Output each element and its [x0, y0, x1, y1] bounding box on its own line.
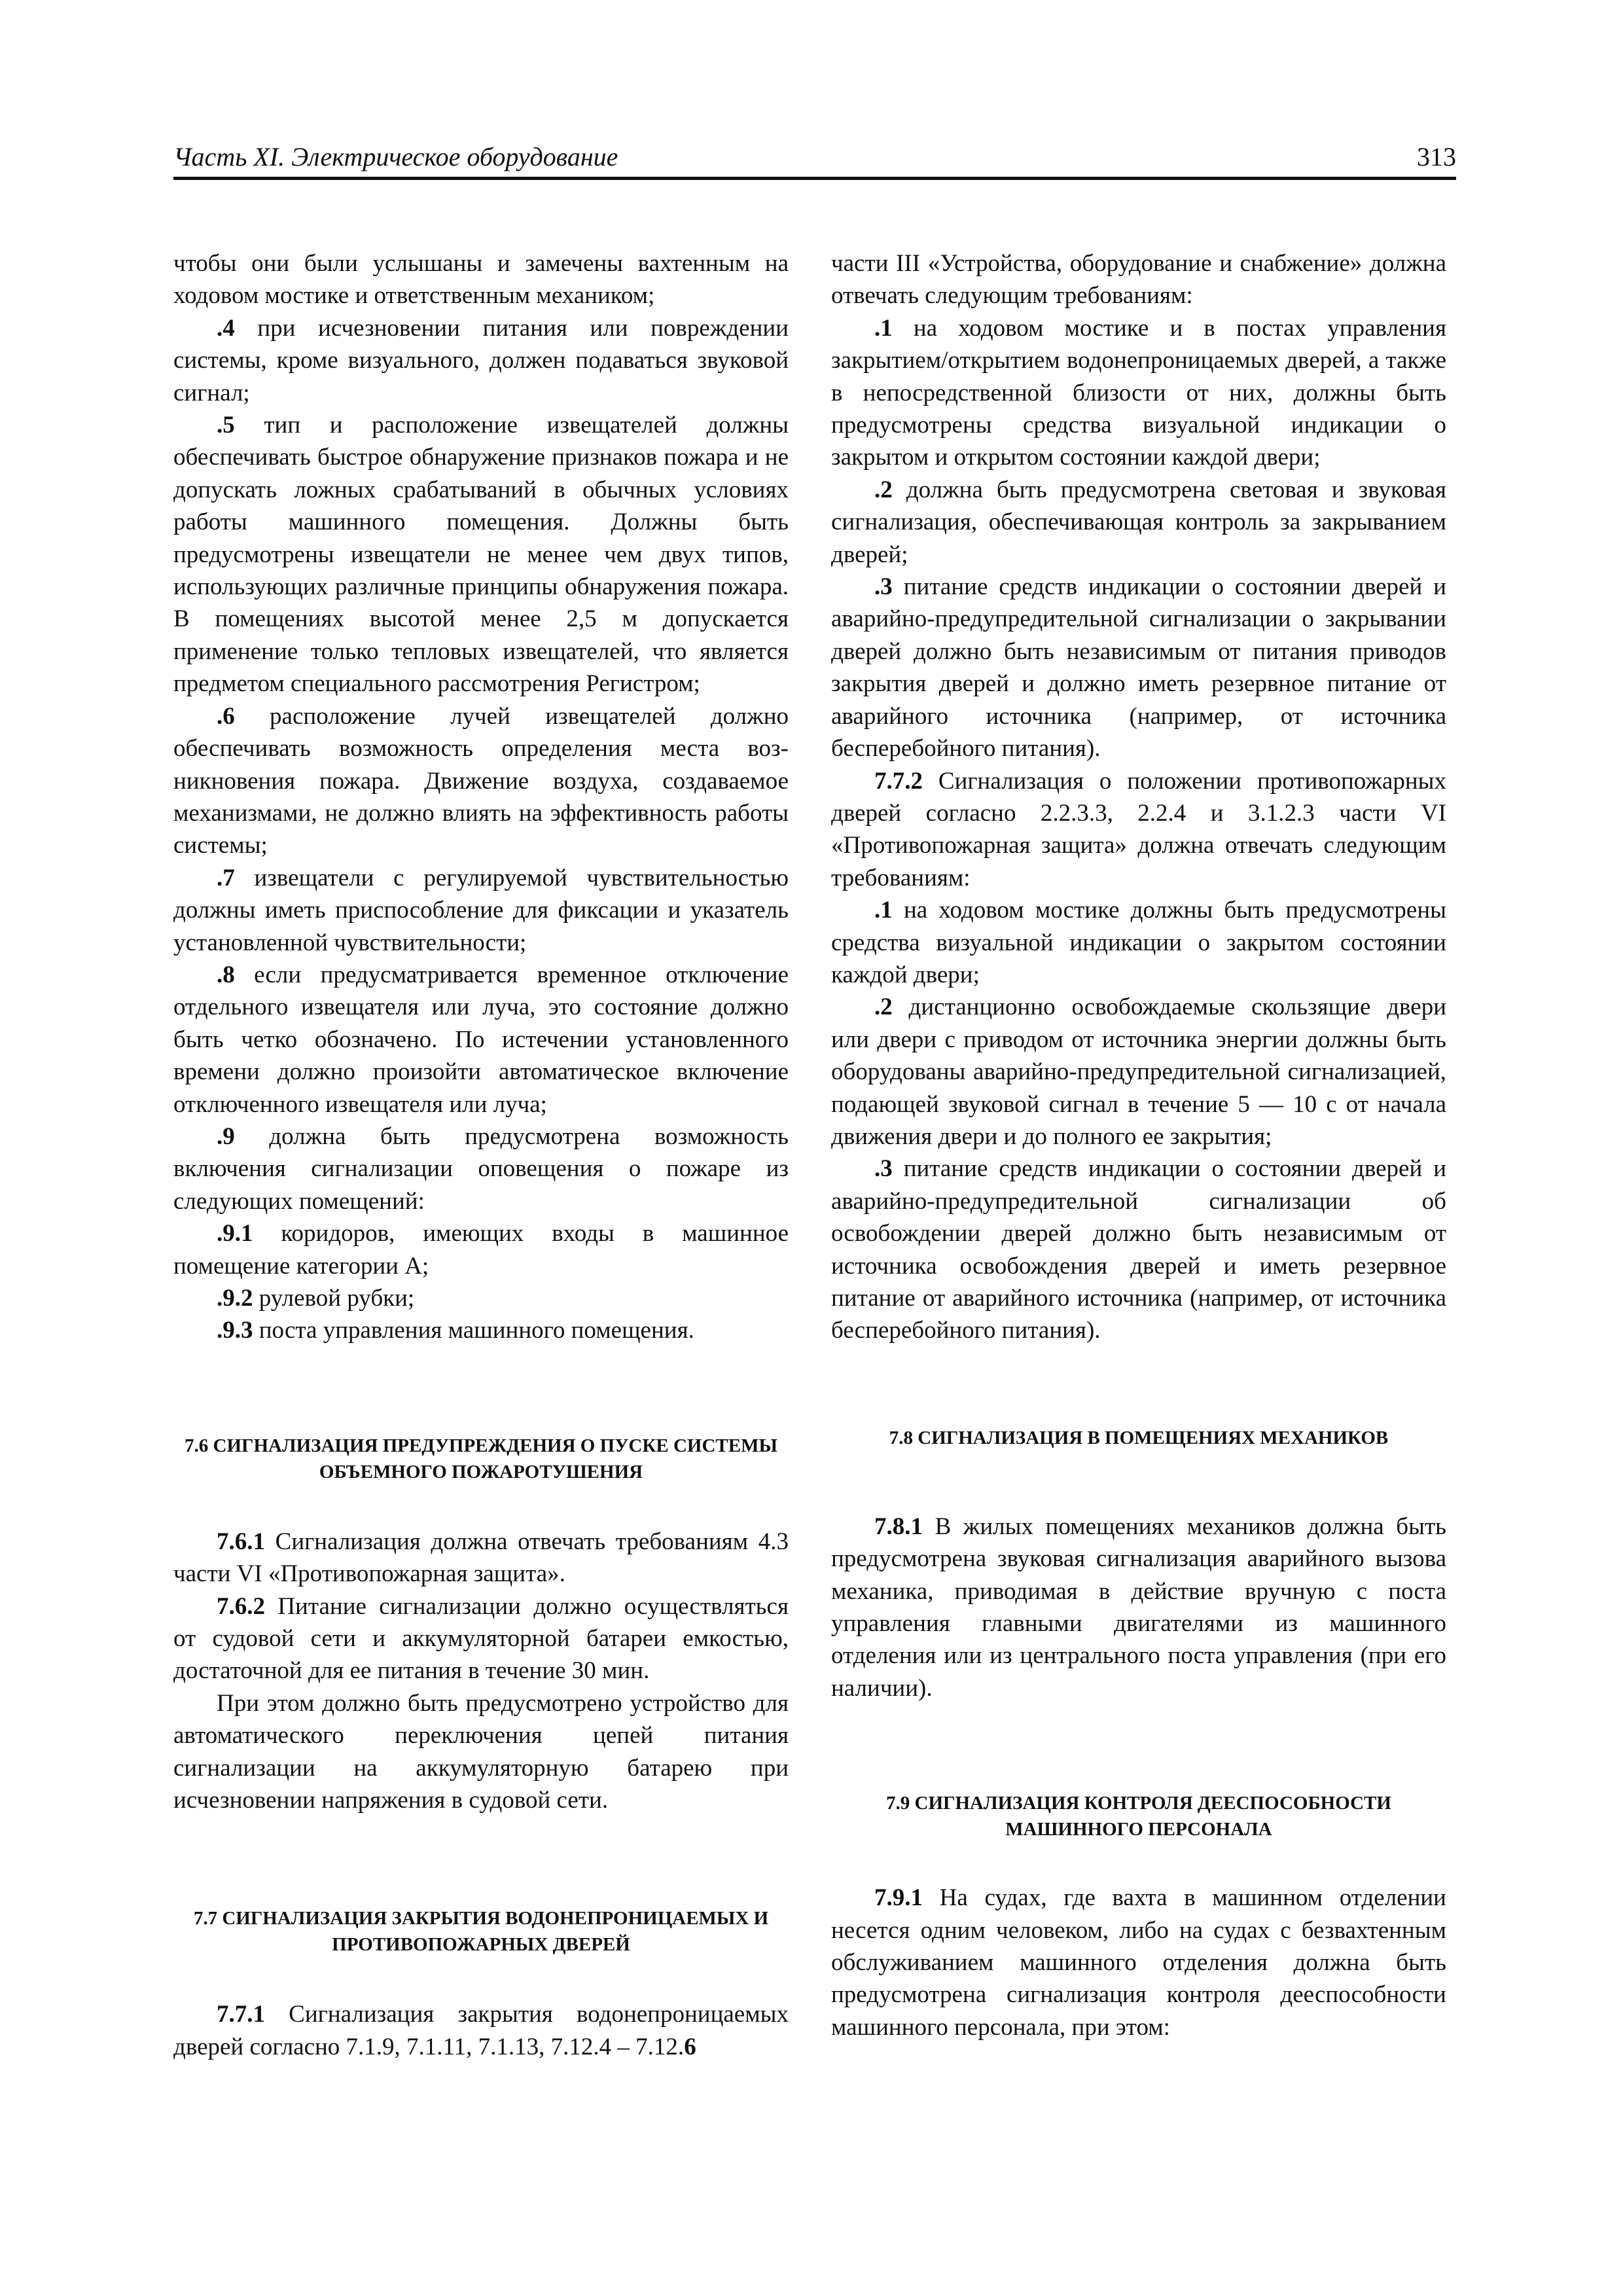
page-number: 313	[1417, 142, 1456, 171]
item-number: .3	[874, 573, 893, 601]
item-number: .1	[874, 314, 893, 342]
item-text: рулевой рубки;	[253, 1285, 415, 1312]
item-text: На судах, где вахта в машинном отделении несется одним человеком, либо на судах с безвахтенным обслуживанием машинного отделения должна быть предусмотрена сигнализация контроля дееспособности машинного персонала, при этом:	[831, 1884, 1446, 2041]
item-text: должна быть предусмотрена возможность включения сигнализации оповещения о пожаре из следующих помещений:	[173, 1122, 789, 1215]
paragraph	[173, 1121, 789, 1217]
running-header	[173, 137, 1456, 180]
item-number: 7.6.2	[217, 1592, 265, 1620]
paragraph	[173, 1314, 789, 1346]
item-number: 7.7.1	[217, 2001, 265, 2028]
item-number-tail: 6	[684, 2033, 696, 2060]
item-text: на ходовом мостике и в постах управления закрытием/открытием водонепроницаемых дверей, а также в непосредственной близости от них, должны быть предусмотрены средства визуальной индикации о закрытом и открытом состоянии каждой двери;	[831, 314, 1446, 471]
left-column	[173, 247, 789, 2063]
item-number: .3	[874, 1155, 893, 1183]
item-text: В жилых помещениях механиков должна быть предусмотрена звуковая сигнализация аварийного вызова механика, приводимая в действие вручную с поста управления главными двигателями из машинного отделения или из центрального поста управления (при его наличии).	[831, 1513, 1446, 1702]
item-text: поста управления машинного помещения.	[253, 1317, 694, 1344]
item-text: дистанционно освобождаемые скользящие двери или двери с приводом от источника энергии должны быть оборудованы аварийно-предупредительной сигнализацией, подающей звуковой сигнал в течение 5 — 10 с от начала движения двери и до полного ее закрытия;	[831, 994, 1446, 1150]
paragraph	[173, 409, 789, 700]
item-text: Сигнализация должна отвечать требованиям 4.3 части VI «Противопожарная защита».	[173, 1528, 789, 1588]
section-heading-7-6: 7.6 СИГНАЛИЗАЦИЯ ПРЕДУПРЕЖДЕНИЯ О ПУСКЕ СИСТЕМЫ ОБЪЕМНОГО ПОЖАРОТУШЕНИЯ	[185, 1435, 777, 1482]
paragraph	[173, 312, 789, 409]
item-text: коридоров, имеющих входы в машинное помещение категории А;	[173, 1220, 789, 1280]
item-number: .2	[874, 476, 893, 503]
item-number: .5	[217, 412, 235, 439]
paragraph	[831, 765, 1446, 895]
item-number: .9.3	[217, 1317, 253, 1344]
paragraph	[831, 1511, 1446, 1704]
section-heading-7-7: 7.7 СИГНАЛИЗАЦИЯ ЗАКРЫТИЯ ВОДОНЕПРОНИЦАЕМЫХ И ПРОТИВОПОЖАРНЫХ ДВЕРЕЙ	[193, 1908, 769, 1956]
item-number: .7	[217, 864, 235, 891]
item-number: .6	[217, 702, 235, 730]
item-number: .8	[217, 961, 235, 988]
item-number: 7.9.1	[874, 1884, 923, 1912]
item-number: .9.1	[217, 1220, 253, 1247]
section-heading-7-8: 7.8 СИГНАЛИЗАЦИЯ В ПОМЕЩЕНИЯХ МЕХАНИКОВ	[889, 1427, 1389, 1448]
paragraph	[831, 571, 1446, 764]
paragraph: При этом должно быть предусмотрено устройство для автоматического переключения цепей питания сигнализации на аккумуляторную батарею при исчезновении напряжения в судовой сети.	[173, 1689, 789, 1814]
item-number: .9	[217, 1122, 235, 1150]
item-text: если предусматривается временное отключение отдельного извещателя или луча, это состояние должно быть четко обозначено. По истечении установленного времени должно произойти автоматическое включение отключенного извещателя или луча;	[173, 961, 789, 1118]
item-number: 7.6.1	[217, 1528, 265, 1555]
item-text: Питание сигнализации должно осуществляться от судовой сети и аккумуляторной батареи емкостью, достаточной для ее питания в течение 30 мин.	[173, 1592, 789, 1685]
paragraph	[173, 862, 789, 959]
paragraph	[173, 959, 789, 1121]
item-text: расположение лучей извещателей должно обеспечивать возможность определения места возникновения пожара. Движение воздуха, создаваемое механизмами, не должно влиять на эффективность работы системы;	[173, 702, 789, 859]
paragraph	[173, 1217, 789, 1282]
right-column	[831, 247, 1446, 2043]
item-number: 7.8.1	[874, 1513, 923, 1540]
item-text: тип и расположение извещателей должны обеспечивать быстрое обнаружение признаков пожара и не допускать ложных срабатываний в обычных условиях работы машинного помещения. Должны быть предусмотрены извещатели не менее чем двух типов, использующих различные принципы обнаружения пожара. В помещениях высотой менее 2,5 м допускается применение только тепловых извещателей, что является предметом специального рассмотрения Регистром;	[173, 412, 789, 698]
paragraph	[831, 991, 1446, 1153]
item-number: .1	[874, 897, 893, 924]
paragraph	[831, 1882, 1446, 2043]
item-text: должна быть предусмотрена световая и звуковая сигнализация, обеспечивающая контроль за закрыванием дверей;	[831, 476, 1446, 568]
paragraph	[173, 1590, 789, 1687]
item-text: на ходовом мостике должны быть предусмотрены средства визуальной индикации о закрытом состоянии каждой двери;	[831, 897, 1446, 988]
chapter-title: Часть XI. Электрическое оборудование	[173, 142, 618, 171]
item-text: при исчезновении питания или повреждении системы, кроме визуального, должен подаваться звуковой сигнал;	[173, 314, 789, 406]
item-number: .2	[874, 994, 893, 1021]
paragraph	[831, 1153, 1446, 1346]
paragraph	[831, 312, 1446, 474]
item-number: .4	[217, 314, 235, 342]
paragraph-continuation: чтобы они были услышаны и замечены вахтенным на ходовом мостике и ответственным механиком;	[173, 250, 789, 310]
paragraph	[173, 700, 789, 862]
item-text: Сигнализация о положении противопожарных дверей согласно 2.2.3.3, 2.2.4 и 3.1.2.3 части VI «Противопожарная защита» должна отвечать следующим требованиям:	[831, 767, 1446, 891]
item-text: питание средств индикации о состоянии дверей и аварийно-предупредительной сигнализации об освобождении дверей должно быть независимым от источника освобождения дверей и иметь резервное питание от аварийного источника (например, от источника бесперебойного питания).	[831, 1155, 1446, 1344]
paragraph	[831, 474, 1446, 571]
paragraph	[173, 1998, 789, 2063]
paragraph	[173, 1526, 789, 1590]
item-number: 7.7.2	[874, 767, 923, 795]
item-text: питание средств индикации о состоянии дверей и аварийно-предупредительной сигнализации о закрывании дверей должно быть независимым от питания приводов закрытия дверей и должно иметь резервное питание от аварийного источника (например, от источника бесперебойного питания).	[831, 573, 1446, 762]
section-heading-7-9: 7.9 СИГНАЛИЗАЦИЯ КОНТРОЛЯ ДЕЕСПОСОБНОСТИ МАШИННОГО ПЕРСОНАЛА	[886, 1793, 1391, 1840]
paragraph-continuation: части III «Устройства, оборудование и снабжение» должна отвечать следующим требованиям:	[831, 250, 1446, 310]
item-number: .9.2	[217, 1285, 253, 1312]
item-text: Сигнализация закрытия водонепроницаемых дверей согласно 7.1.9, 7.1.11, 7.1.13, 7.12.4 – 7.12.	[173, 2001, 789, 2060]
paragraph	[173, 1282, 789, 1314]
item-text: извещатели с регулируемой чувствительностью должны иметь приспособление для фиксации и указатель установленной чувствительности;	[173, 864, 789, 956]
paragraph	[831, 894, 1446, 991]
